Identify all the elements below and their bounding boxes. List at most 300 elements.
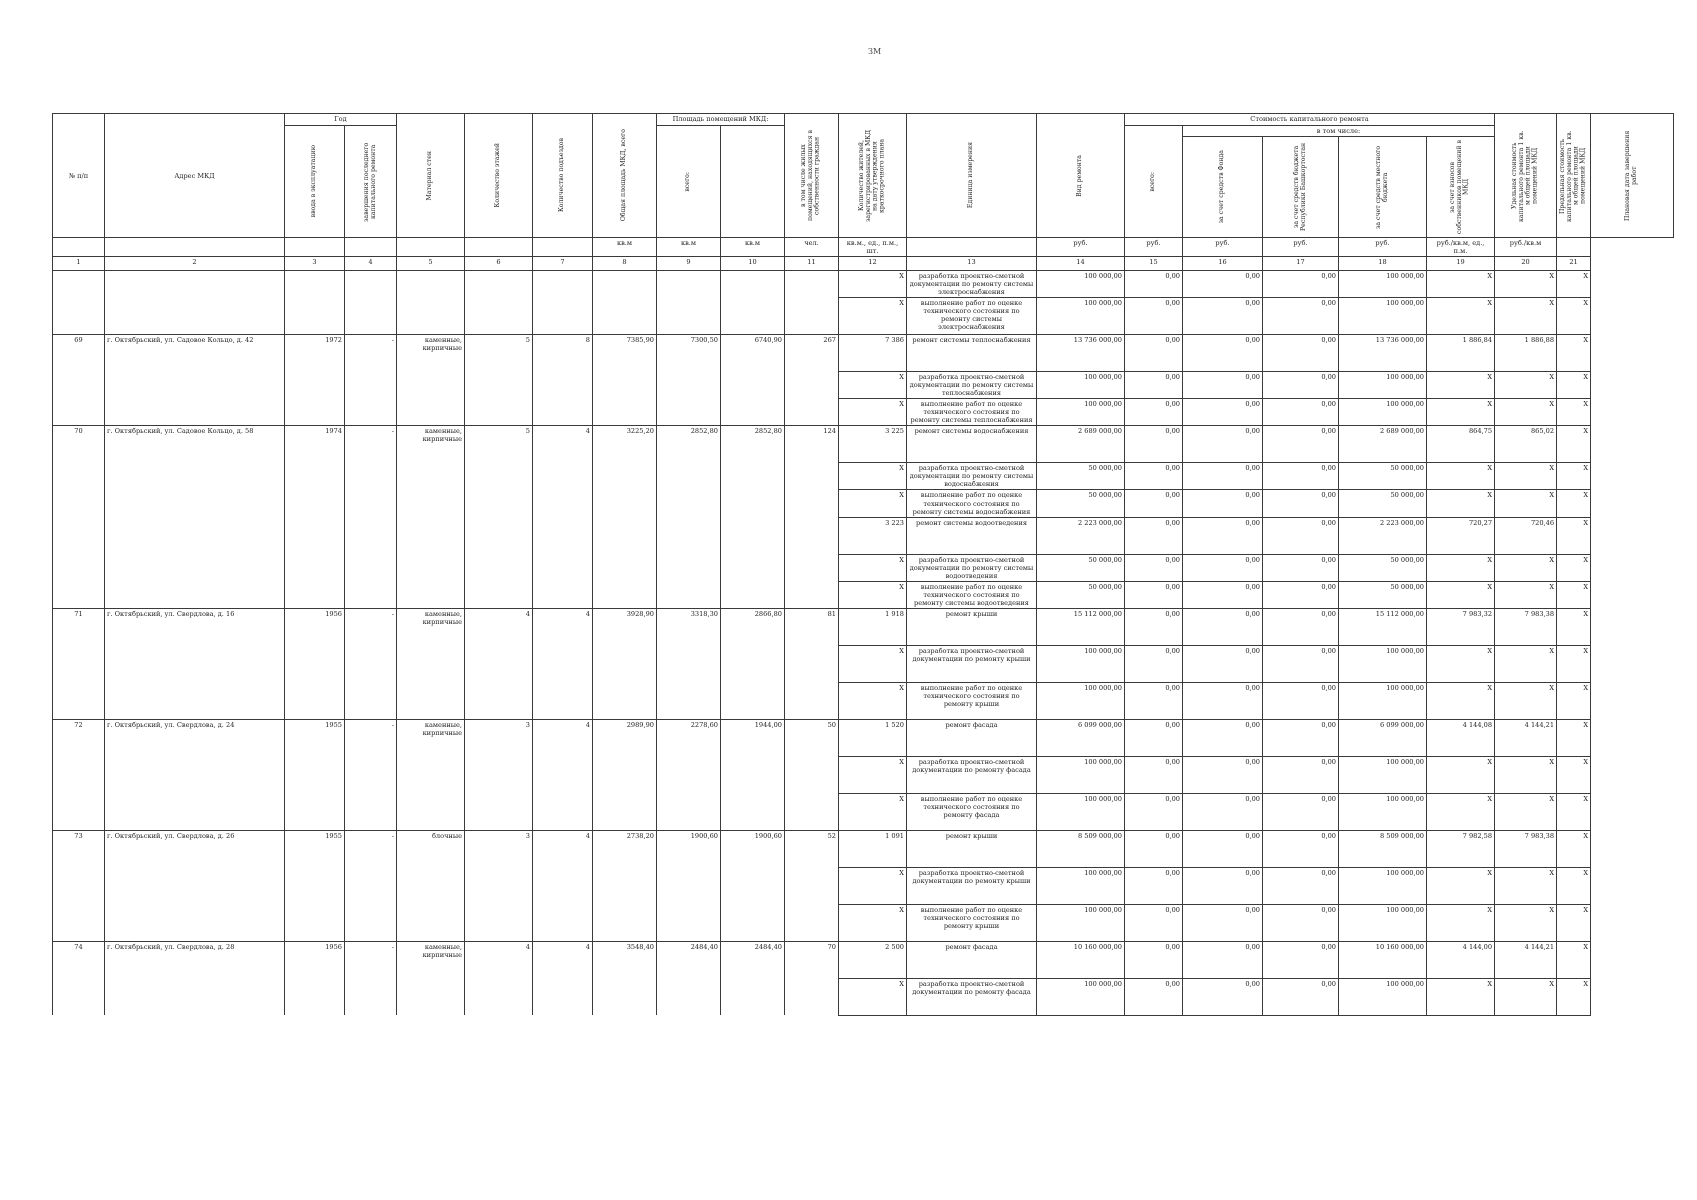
work-row (53, 399, 1674, 426)
cell-cost-fund: 0,00 (1125, 719, 1183, 756)
cell-cost-owners: 100 000,00 (1339, 372, 1427, 399)
unit-cell: кв.м., ед., п.м., шт. (839, 238, 907, 257)
work-row (53, 581, 1674, 608)
cell-total-area (593, 554, 657, 581)
cell-number (53, 645, 105, 682)
cell-limit-cost: 7 983,38 (1495, 830, 1557, 867)
cell-planned-date: X (1557, 756, 1591, 793)
cell-residents (785, 904, 839, 941)
cell-wall-material: каменные, кирпичные (397, 941, 465, 978)
cell-floors (465, 978, 533, 1015)
cell-floors: 4 (465, 608, 533, 645)
cell-area-total (657, 463, 721, 490)
cell-area-residential (721, 372, 785, 399)
cell-year-commission (285, 372, 345, 399)
cell-cost-total: 100 000,00 (1037, 298, 1125, 335)
column-number-cell: 19 (1427, 257, 1495, 271)
cell-work-type: выполнение работ по оценке технического состояния по ремонту фасада (907, 793, 1037, 830)
cell-work-type: ремонт фасада (907, 941, 1037, 978)
cell-cost-owners: 10 160 000,00 (1339, 941, 1427, 978)
cell-residents (785, 756, 839, 793)
cell-cost-republic: 0,00 (1183, 719, 1263, 756)
cell-limit-cost: X (1495, 581, 1557, 608)
cell-area-residential: 1944,00 (721, 719, 785, 756)
cell-number: 73 (53, 830, 105, 867)
cell-year-last-repair (345, 756, 397, 793)
cell-area-total (657, 978, 721, 1015)
cell-year-commission: 1955 (285, 719, 345, 756)
col-header-entrances: Количество подъездов (533, 114, 593, 238)
cell-cost-local: 0,00 (1263, 298, 1339, 335)
col-header-address: Адрес МКД (105, 114, 285, 238)
cell-residents (785, 793, 839, 830)
cell-cost-fund: 0,00 (1125, 581, 1183, 608)
cell-total-area (593, 793, 657, 830)
cell-year-commission (285, 793, 345, 830)
cell-number (53, 867, 105, 904)
cell-area-residential (721, 682, 785, 719)
cell-floors (465, 463, 533, 490)
cell-specific-cost: X (1427, 756, 1495, 793)
cell-planned-date: X (1557, 904, 1591, 941)
cell-year-last-repair: - (345, 941, 397, 978)
cell-total-area (593, 517, 657, 554)
work-row (53, 682, 1674, 719)
cell-cost-total: 10 160 000,00 (1037, 941, 1125, 978)
cell-number: 70 (53, 426, 105, 463)
col-header-unit: Единица измерения (907, 114, 1037, 238)
cell-address (105, 271, 285, 298)
cell-year-last-repair (345, 372, 397, 399)
cell-total-area (593, 298, 657, 335)
column-number-cell: 15 (1125, 257, 1183, 271)
cell-address: г. Октябрьский, ул. Садовое Кольцо, д. 42 (105, 335, 285, 372)
cell-cost-owners: 50 000,00 (1339, 581, 1427, 608)
col-header-number: № п/п (53, 114, 105, 238)
cell-planned-date: X (1557, 372, 1591, 399)
cell-year-last-repair (345, 490, 397, 517)
col-header-work-type: Вид ремонта (1037, 114, 1125, 238)
cell-wall-material (397, 298, 465, 335)
cell-unit-qty: X (839, 581, 907, 608)
cell-number (53, 372, 105, 399)
cell-floors (465, 399, 533, 426)
cell-cost-republic: 0,00 (1183, 904, 1263, 941)
cell-number (53, 756, 105, 793)
cell-cost-fund: 0,00 (1125, 399, 1183, 426)
cell-unit-qty: X (839, 399, 907, 426)
cell-cost-fund: 0,00 (1125, 941, 1183, 978)
cell-cost-owners: 50 000,00 (1339, 554, 1427, 581)
cell-cost-local: 0,00 (1263, 793, 1339, 830)
cell-planned-date: X (1557, 941, 1591, 978)
cell-wall-material (397, 581, 465, 608)
column-number-cell: 4 (345, 257, 397, 271)
work-row (53, 271, 1674, 298)
cell-cost-local: 0,00 (1263, 978, 1339, 1015)
cell-residents (785, 463, 839, 490)
unit-cell: кв.м (721, 238, 785, 257)
cell-entrances: 4 (533, 719, 593, 756)
cell-entrances: 4 (533, 426, 593, 463)
cell-area-residential (721, 517, 785, 554)
cell-address (105, 867, 285, 904)
cell-work-type: разработка проектно-сметной документации по ремонту крыши (907, 645, 1037, 682)
cell-entrances: 4 (533, 830, 593, 867)
cell-unit-qty: X (839, 867, 907, 904)
cell-cost-fund: 0,00 (1125, 271, 1183, 298)
cell-area-residential (721, 756, 785, 793)
cell-residents (785, 645, 839, 682)
cell-residents: 52 (785, 830, 839, 867)
cell-floors: 5 (465, 335, 533, 372)
cell-specific-cost: 1 886,84 (1427, 335, 1495, 372)
cell-entrances (533, 581, 593, 608)
cell-area-total (657, 490, 721, 517)
cell-floors (465, 756, 533, 793)
cell-specific-cost: 864,75 (1427, 426, 1495, 463)
cell-limit-cost: X (1495, 271, 1557, 298)
col-header-floors: Количество этажей (465, 114, 533, 238)
cell-cost-republic: 0,00 (1183, 399, 1263, 426)
cell-unit-qty: X (839, 463, 907, 490)
cell-work-type: разработка проектно-сметной документации по ремонту системы электроснабжения (907, 271, 1037, 298)
cell-specific-cost: 7 983,32 (1427, 608, 1495, 645)
cell-wall-material (397, 490, 465, 517)
col-header-area-residential: в том числе жилых помещений, находящихся в собственности граждан (785, 114, 839, 238)
column-number-cell: 8 (593, 257, 657, 271)
cell-year-commission (285, 298, 345, 335)
cell-cost-owners: 100 000,00 (1339, 978, 1427, 1015)
cell-floors (465, 271, 533, 298)
cell-residents (785, 682, 839, 719)
cell-residents: 70 (785, 941, 839, 978)
cell-cost-fund: 0,00 (1125, 793, 1183, 830)
cell-limit-cost: 4 144,21 (1495, 719, 1557, 756)
cell-cost-total: 100 000,00 (1037, 372, 1125, 399)
cell-floors (465, 372, 533, 399)
cell-residents: 81 (785, 608, 839, 645)
column-number-cell: 13 (907, 257, 1037, 271)
cell-unit-qty: X (839, 490, 907, 517)
cell-limit-cost: X (1495, 372, 1557, 399)
column-number-cell: 9 (657, 257, 721, 271)
cell-year-last-repair (345, 399, 397, 426)
work-row (53, 372, 1674, 399)
cell-year-last-repair (345, 298, 397, 335)
cell-entrances: 8 (533, 335, 593, 372)
cell-entrances (533, 867, 593, 904)
cell-area-residential (721, 463, 785, 490)
cell-total-area (593, 372, 657, 399)
col-header-specific-cost: Удельная стоимость капитального ремонта 1 кв. м общей площади помещений МКД (1495, 114, 1557, 238)
cell-cost-local: 0,00 (1263, 830, 1339, 867)
cell-cost-local: 0,00 (1263, 904, 1339, 941)
unit-cell: руб. (1263, 238, 1339, 257)
cell-area-residential (721, 298, 785, 335)
cell-year-last-repair (345, 682, 397, 719)
cell-area-total: 2852,80 (657, 426, 721, 463)
cell-number (53, 271, 105, 298)
cell-cost-republic: 0,00 (1183, 271, 1263, 298)
cell-address (105, 399, 285, 426)
building-row (53, 719, 1674, 756)
cell-cost-local: 0,00 (1263, 941, 1339, 978)
cell-cost-republic: 0,00 (1183, 756, 1263, 793)
cell-total-area (593, 399, 657, 426)
cell-address: г. Октябрьский, ул. Свердлова, д. 24 (105, 719, 285, 756)
cell-year-commission: 1956 (285, 941, 345, 978)
cell-cost-local: 0,00 (1263, 490, 1339, 517)
cell-area-residential (721, 904, 785, 941)
cell-cost-fund: 0,00 (1125, 904, 1183, 941)
cell-entrances (533, 904, 593, 941)
cell-year-commission (285, 517, 345, 554)
cell-cost-total: 2 689 000,00 (1037, 426, 1125, 463)
cell-address: г. Октябрьский, ул. Свердлова, д. 16 (105, 608, 285, 645)
building-row (53, 608, 1674, 645)
cell-floors (465, 554, 533, 581)
cell-total-area: 3928,90 (593, 608, 657, 645)
cell-planned-date: X (1557, 298, 1591, 335)
cell-area-total (657, 756, 721, 793)
col-header-planned-date: Плановая дата завершения работ (1591, 114, 1674, 238)
repair-plan-table (52, 113, 1674, 1016)
cell-cost-local: 0,00 (1263, 271, 1339, 298)
cell-area-total: 2278,60 (657, 719, 721, 756)
cell-cost-total: 100 000,00 (1037, 904, 1125, 941)
cell-number (53, 682, 105, 719)
cell-work-type: ремонт фасада (907, 719, 1037, 756)
building-row (53, 426, 1674, 463)
cell-unit-qty: 3 225 (839, 426, 907, 463)
unit-cell (397, 238, 465, 257)
cell-entrances (533, 517, 593, 554)
page-number: ЗМ (868, 47, 882, 56)
cell-specific-cost: X (1427, 298, 1495, 335)
column-number-cell: 3 (285, 257, 345, 271)
cell-planned-date: X (1557, 978, 1591, 1015)
cell-cost-local: 0,00 (1263, 554, 1339, 581)
table-body (53, 271, 1674, 1016)
cell-specific-cost: X (1427, 978, 1495, 1015)
cell-address (105, 581, 285, 608)
cell-entrances (533, 399, 593, 426)
cell-number (53, 978, 105, 1015)
cell-entrances (533, 298, 593, 335)
cell-cost-republic: 0,00 (1183, 463, 1263, 490)
cell-planned-date: X (1557, 608, 1591, 645)
cell-cost-owners: 100 000,00 (1339, 271, 1427, 298)
cell-number (53, 399, 105, 426)
cell-address (105, 372, 285, 399)
cell-specific-cost: 720,27 (1427, 517, 1495, 554)
cell-planned-date: X (1557, 645, 1591, 682)
cell-number (53, 463, 105, 490)
cell-cost-total: 8 509 000,00 (1037, 830, 1125, 867)
col-header-cost-owners: за счет взносов собственников помещений в МКД (1427, 137, 1495, 238)
cell-limit-cost: X (1495, 904, 1557, 941)
cell-specific-cost: X (1427, 399, 1495, 426)
cell-wall-material (397, 682, 465, 719)
cell-planned-date: X (1557, 399, 1591, 426)
cell-wall-material (397, 645, 465, 682)
work-row (53, 756, 1674, 793)
cell-total-area (593, 756, 657, 793)
cell-residents (785, 399, 839, 426)
cell-year-last-repair (345, 867, 397, 904)
cell-cost-owners: 2 689 000,00 (1339, 426, 1427, 463)
cell-limit-cost: X (1495, 756, 1557, 793)
cell-total-area (593, 581, 657, 608)
cell-year-last-repair (345, 554, 397, 581)
unit-cell (105, 238, 285, 257)
work-row (53, 645, 1674, 682)
work-row (53, 490, 1674, 517)
cell-unit-qty: X (839, 904, 907, 941)
unit-cell (1557, 238, 1591, 257)
cell-cost-local: 0,00 (1263, 682, 1339, 719)
cell-planned-date: X (1557, 581, 1591, 608)
cell-cost-republic: 0,00 (1183, 335, 1263, 372)
cell-work-type: разработка проектно-сметной документации по ремонту системы водоотведения (907, 554, 1037, 581)
cell-unit-qty: 2 500 (839, 941, 907, 978)
cell-unit-qty: 7 386 (839, 335, 907, 372)
cell-floors (465, 682, 533, 719)
cell-cost-republic: 0,00 (1183, 682, 1263, 719)
work-row (53, 904, 1674, 941)
cell-wall-material: блочные (397, 830, 465, 867)
cell-cost-fund: 0,00 (1125, 978, 1183, 1015)
cell-limit-cost: X (1495, 490, 1557, 517)
cell-year-commission (285, 554, 345, 581)
cell-area-residential (721, 793, 785, 830)
cell-wall-material (397, 271, 465, 298)
cell-total-area (593, 271, 657, 298)
col-header-limit-cost: Предельная стоимость капитального ремонта 1 кв. м общей площади помещений МКД (1557, 114, 1591, 238)
cell-work-type: ремонт крыши (907, 830, 1037, 867)
cell-wall-material (397, 463, 465, 490)
unit-cell: руб. (1183, 238, 1263, 257)
cell-year-last-repair (345, 904, 397, 941)
cell-total-area (593, 978, 657, 1015)
cell-total-area (593, 867, 657, 904)
cell-cost-local: 0,00 (1263, 867, 1339, 904)
cell-unit-qty: X (839, 682, 907, 719)
cell-address: г. Октябрьский, ул. Свердлова, д. 28 (105, 941, 285, 978)
cell-area-residential: 2484,40 (721, 941, 785, 978)
column-number-cell: 7 (533, 257, 593, 271)
cell-wall-material: каменные, кирпичные (397, 426, 465, 463)
col-header-year-group: Год (285, 114, 397, 126)
cell-wall-material (397, 399, 465, 426)
cell-floors (465, 867, 533, 904)
column-number-cell: 6 (465, 257, 533, 271)
cell-cost-fund: 0,00 (1125, 830, 1183, 867)
cell-year-commission (285, 867, 345, 904)
unit-cell (285, 238, 345, 257)
cell-unit-qty: 1 520 (839, 719, 907, 756)
cell-cost-total: 50 000,00 (1037, 554, 1125, 581)
cell-limit-cost: X (1495, 463, 1557, 490)
cell-cost-owners: 100 000,00 (1339, 904, 1427, 941)
cell-residents (785, 517, 839, 554)
cell-cost-owners: 6 099 000,00 (1339, 719, 1427, 756)
cell-planned-date: X (1557, 517, 1591, 554)
cell-cost-owners: 50 000,00 (1339, 463, 1427, 490)
cell-specific-cost: X (1427, 372, 1495, 399)
cell-year-commission: 1974 (285, 426, 345, 463)
cell-residents (785, 372, 839, 399)
cell-entrances: 4 (533, 608, 593, 645)
cell-number (53, 517, 105, 554)
cell-unit-qty: X (839, 978, 907, 1015)
col-header-cost-total: всего: (1125, 126, 1183, 238)
cell-cost-local: 0,00 (1263, 399, 1339, 426)
cell-planned-date: X (1557, 554, 1591, 581)
cell-entrances (533, 682, 593, 719)
cell-address (105, 756, 285, 793)
cell-total-area: 3548,40 (593, 941, 657, 978)
cell-area-total (657, 271, 721, 298)
cell-number (53, 581, 105, 608)
cell-cost-fund: 0,00 (1125, 463, 1183, 490)
unit-cell (907, 238, 1037, 257)
cell-residents (785, 271, 839, 298)
cell-total-area (593, 682, 657, 719)
cell-wall-material (397, 978, 465, 1015)
cell-wall-material: каменные, кирпичные (397, 335, 465, 372)
cell-area-residential (721, 978, 785, 1015)
column-number-cell: 18 (1339, 257, 1427, 271)
column-numbers-row (53, 257, 1674, 271)
cell-area-total: 7300,50 (657, 335, 721, 372)
cell-cost-total: 100 000,00 (1037, 399, 1125, 426)
cell-wall-material (397, 517, 465, 554)
cell-residents (785, 554, 839, 581)
cell-area-total (657, 867, 721, 904)
cell-cost-fund: 0,00 (1125, 372, 1183, 399)
cell-cost-fund: 0,00 (1125, 554, 1183, 581)
cell-cost-fund: 0,00 (1125, 517, 1183, 554)
cell-year-commission (285, 682, 345, 719)
cell-year-last-repair (345, 517, 397, 554)
col-header-area-filler (721, 126, 785, 238)
column-number-cell: 1 (53, 257, 105, 271)
cell-wall-material (397, 793, 465, 830)
cell-cost-republic: 0,00 (1183, 645, 1263, 682)
cell-floors (465, 581, 533, 608)
cell-cost-total: 100 000,00 (1037, 271, 1125, 298)
cell-entrances: 4 (533, 941, 593, 978)
work-row (53, 517, 1674, 554)
cell-cost-owners: 100 000,00 (1339, 756, 1427, 793)
cell-area-total (657, 581, 721, 608)
cell-cost-local: 0,00 (1263, 517, 1339, 554)
cell-planned-date: X (1557, 490, 1591, 517)
cell-cost-republic: 0,00 (1183, 608, 1263, 645)
cell-specific-cost: 4 144,00 (1427, 941, 1495, 978)
cell-year-last-repair (345, 793, 397, 830)
cell-limit-cost: 7 983,38 (1495, 608, 1557, 645)
cell-specific-cost: X (1427, 271, 1495, 298)
cell-work-type: разработка проектно-сметной документации по ремонту фасада (907, 756, 1037, 793)
cell-unit-qty: X (839, 645, 907, 682)
cell-number: 71 (53, 608, 105, 645)
cell-number: 72 (53, 719, 105, 756)
cell-cost-local: 0,00 (1263, 608, 1339, 645)
cell-residents (785, 298, 839, 335)
